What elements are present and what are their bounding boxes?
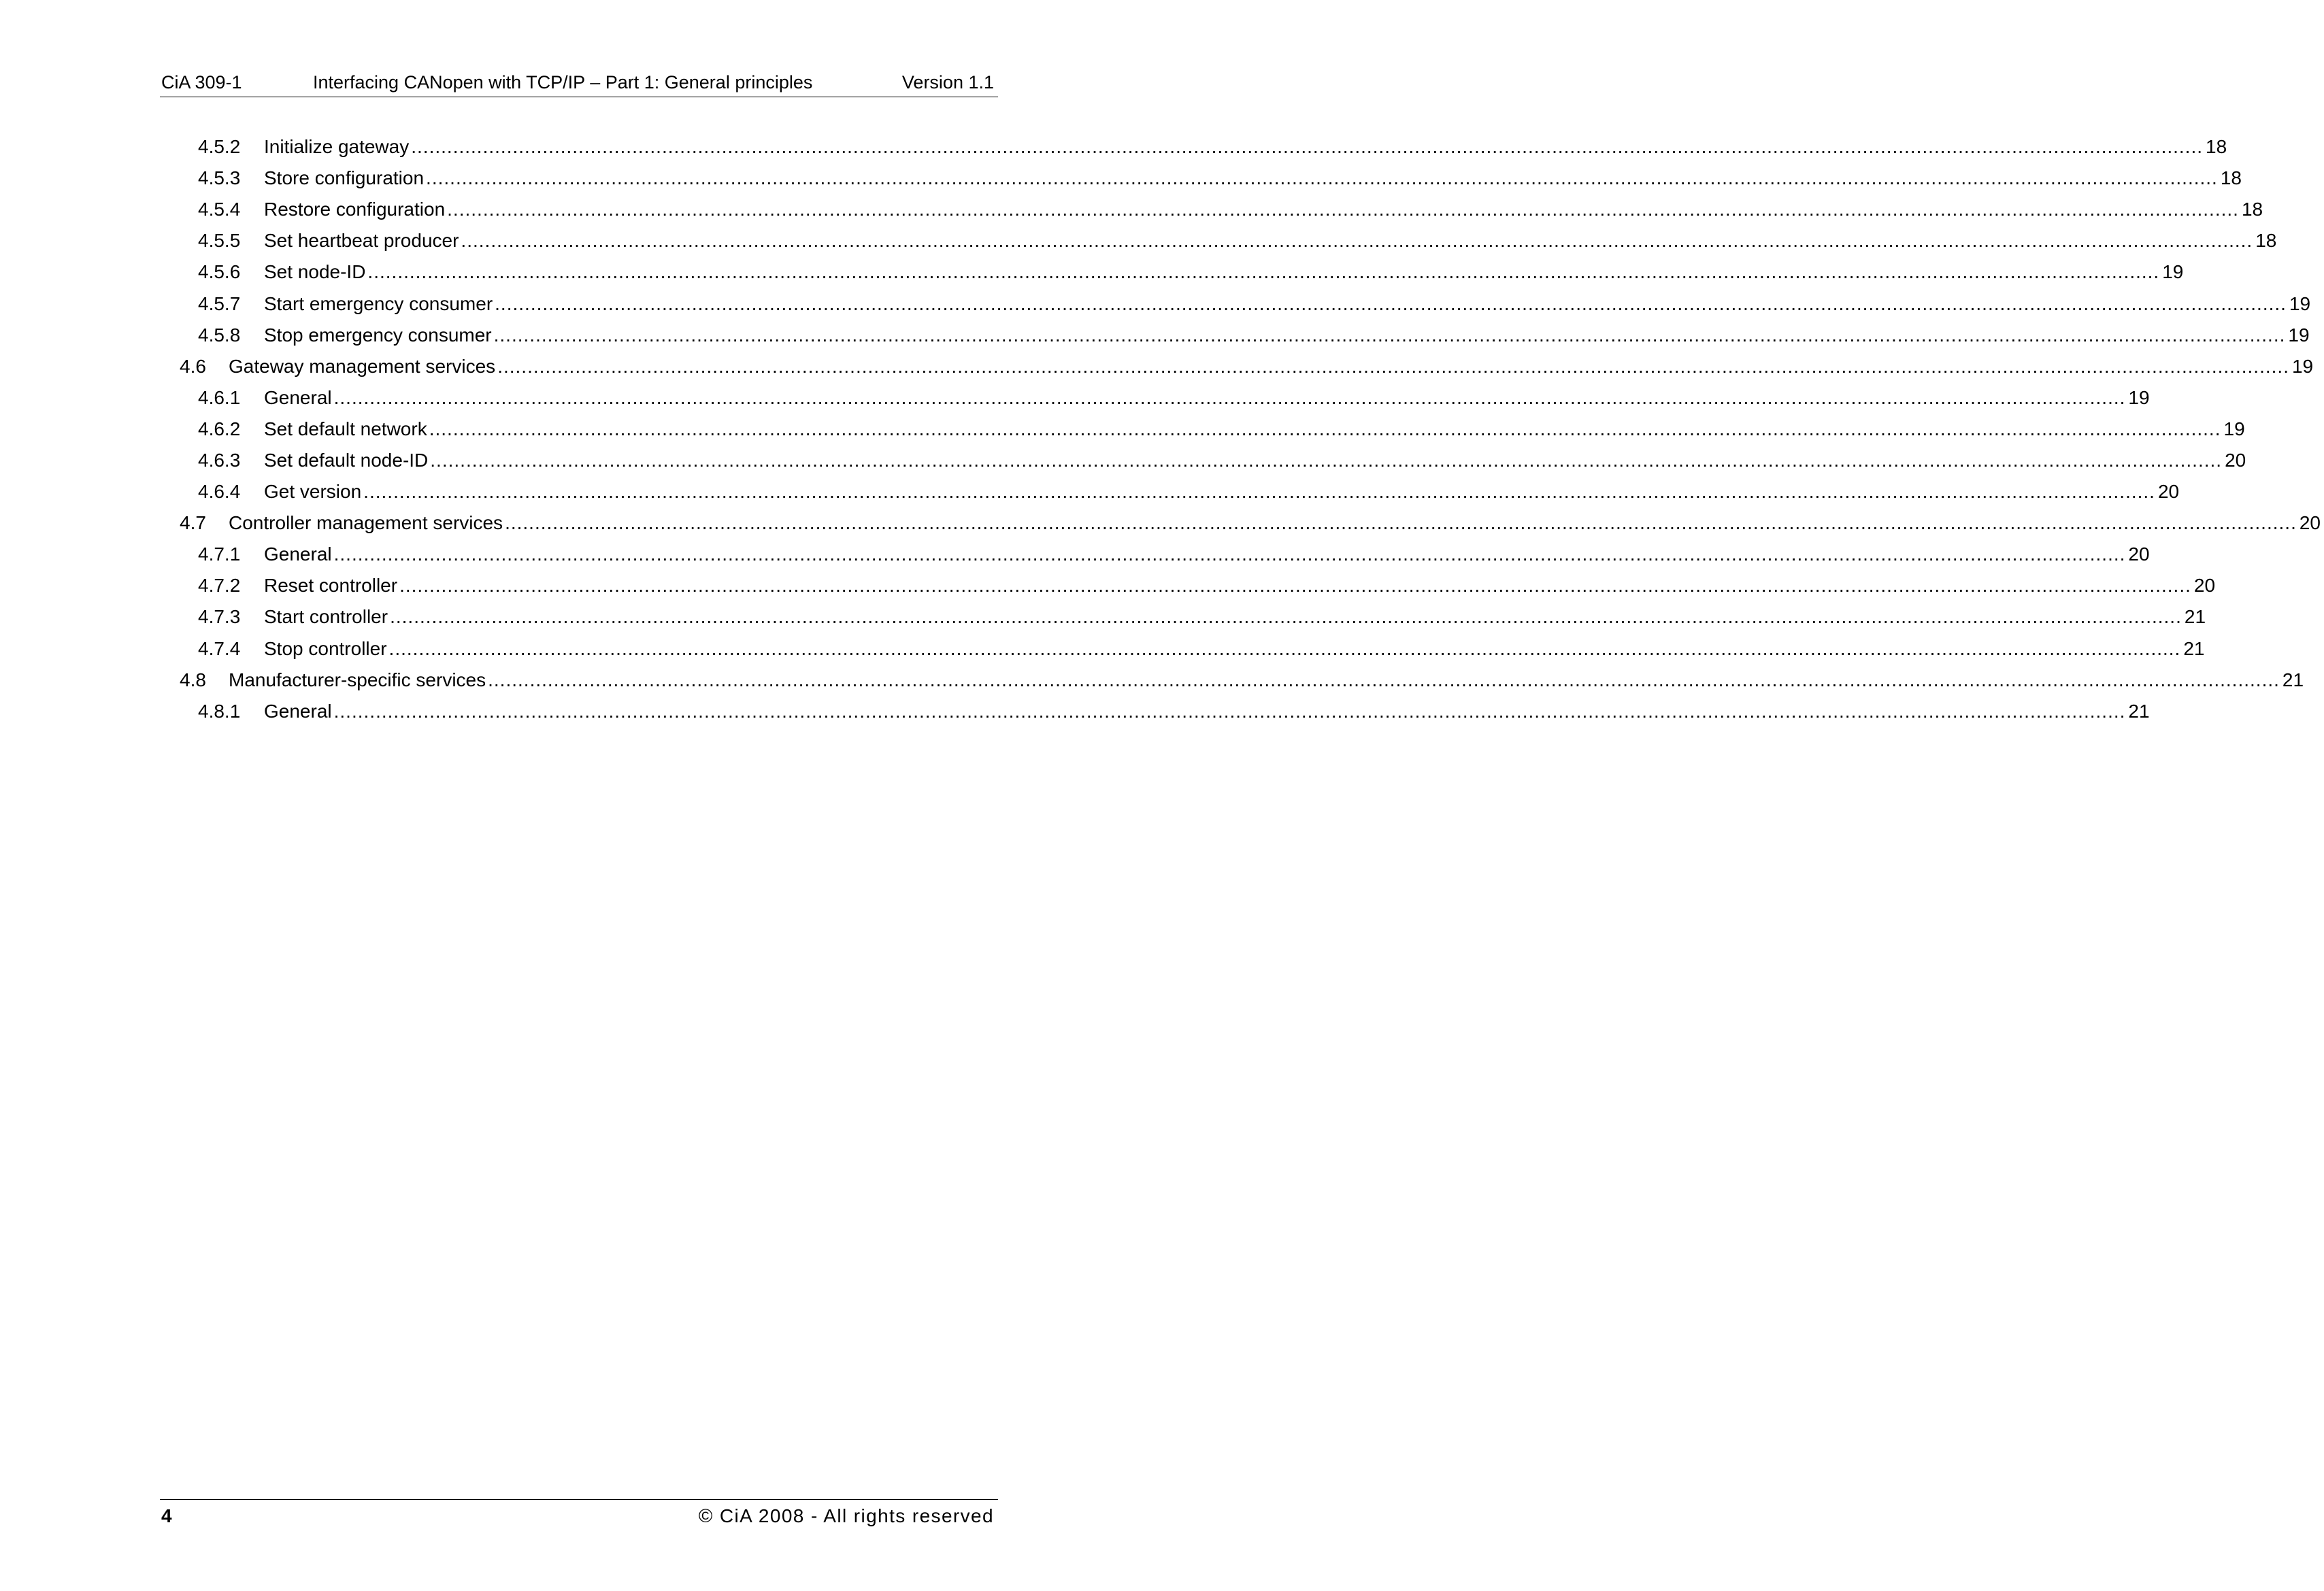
toc-subsection-entry[interactable]: [160, 288, 2311, 319]
toc-section-entry[interactable]: [160, 351, 2314, 382]
toc-subsection-entry[interactable]: [160, 256, 2184, 288]
toc-entry-page: 21: [2128, 700, 2150, 722]
toc-dot-leader: ............................................................................................................................................................................................................................................................................................................: [495, 292, 2287, 314]
toc-dot-leader: ............................................................................................................................................................................................................................................................................................................: [411, 136, 2204, 158]
toc-entry-number: 4.5.7: [198, 292, 241, 314]
toc-entry-number: 4.5.5: [198, 230, 241, 252]
toc-entry-page: 19: [2291, 355, 2314, 377]
toc-dot-leader: ............................................................................................................................................................................................................................................................................................................: [333, 700, 2126, 722]
toc-dot-leader: ............................................................................................................................................................................................................................................................................................................: [399, 575, 2191, 597]
toc-dot-leader: ............................................................................................................................................................................................................................................................................................................: [363, 481, 2155, 503]
toc-subsection-entry[interactable]: [160, 570, 2216, 601]
toc-subsection-entry[interactable]: [160, 320, 2310, 351]
toc-entry-number: 4.5.6: [198, 261, 241, 283]
toc-entry-number: 4.5.8: [198, 324, 241, 346]
toc-entry-title: Store configuration: [264, 167, 425, 189]
toc-entry-page: 21: [2183, 637, 2205, 659]
table-of-contents: [160, 131, 2321, 727]
toc-subsection-entry[interactable]: [160, 476, 2180, 507]
toc-entry-title: Set node-ID: [264, 261, 366, 283]
toc-entry-title: Set heartbeat producer: [264, 230, 459, 252]
toc-dot-leader: ............................................................................................................................................................................................................................................................................................................: [429, 418, 2221, 439]
toc-dot-leader: ............................................................................................................................................................................................................................................................................................................: [488, 669, 2280, 690]
document-id: CiA 309-1: [161, 72, 242, 93]
toc-entry-number: 4.8: [180, 669, 206, 690]
toc-dot-leader: ............................................................................................................................................................................................................................................................................................................: [333, 543, 2126, 565]
toc-entry-number: 4.7.3: [198, 606, 241, 628]
toc-dot-leader: ............................................................................................................................................................................................................................................................................................................: [333, 386, 2126, 408]
toc-subsection-entry[interactable]: [160, 163, 2242, 194]
toc-entry-title: Start emergency consumer: [264, 292, 493, 314]
toc-subsection-entry[interactable]: [160, 696, 2150, 727]
toc-entry-title: Stop emergency consumer: [264, 324, 492, 346]
toc-dot-leader: ............................................................................................................................................................................................................................................................................................................: [447, 199, 2239, 220]
toc-entry-title: General: [264, 543, 332, 565]
toc-entry-page: 20: [2225, 449, 2246, 471]
toc-entry-page: 18: [2255, 230, 2277, 252]
toc-entry-page: 19: [2288, 324, 2310, 346]
toc-entry-page: 18: [2220, 167, 2242, 189]
toc-entry-page: 19: [2128, 386, 2150, 408]
toc-dot-leader: ............................................................................................................................................................................................................................................................................................................: [367, 261, 2160, 283]
toc-dot-leader: ............................................................................................................................................................................................................................................................................................................: [426, 167, 2218, 189]
toc-entry-page: 18: [2206, 136, 2227, 158]
toc-entry-page: 21: [2282, 669, 2304, 690]
toc-subsection-entry[interactable]: [160, 539, 2150, 570]
toc-entry-page: 20: [2128, 543, 2150, 565]
toc-entry-page: 19: [2162, 261, 2184, 283]
toc-entry-number: 4.5.3: [198, 167, 241, 189]
toc-entry-title: General: [264, 386, 332, 408]
toc-subsection-entry[interactable]: [160, 382, 2150, 414]
toc-entry-title: Controller management services: [229, 512, 503, 534]
toc-entry-title: Manufacturer-specific services: [229, 669, 486, 690]
toc-subsection-entry[interactable]: [160, 601, 2206, 633]
toc-entry-number: 4.7.1: [198, 543, 241, 565]
toc-subsection-entry[interactable]: [160, 414, 2245, 445]
toc-dot-leader: ............................................................................................................................................................................................................................................................................................................: [430, 449, 2223, 471]
toc-section-entry[interactable]: [160, 507, 2321, 539]
toc-subsection-entry[interactable]: [160, 445, 2246, 476]
toc-entry-title: Initialize gateway: [264, 136, 410, 158]
toc-entry-title: Start controller: [264, 606, 388, 628]
toc-entry-page: 19: [2223, 418, 2245, 439]
toc-entry-title: Set default node-ID: [264, 449, 429, 471]
toc-entry-number: 4.5.2: [198, 136, 241, 158]
toc-entry-number: 4.7.2: [198, 575, 241, 597]
page-header: [160, 69, 998, 97]
toc-dot-leader: ............................................................................................................................................................................................................................................................................................................: [505, 512, 2297, 534]
page-footer: [160, 1499, 998, 1534]
toc-dot-leader: ............................................................................................................................................................................................................................................................................................................: [461, 230, 2253, 252]
toc-entry-title: Reset controller: [264, 575, 398, 597]
toc-dot-leader: ............................................................................................................................................................................................................................................................................................................: [390, 606, 2182, 628]
toc-subsection-entry[interactable]: [160, 194, 2263, 225]
toc-entry-page: 20: [2193, 575, 2216, 597]
toc-entry-page: 20: [2157, 481, 2180, 503]
toc-entry-number: 4.6.1: [198, 386, 241, 408]
toc-entry-title: Stop controller: [264, 637, 387, 659]
document-title: Interfacing CANopen with TCP/IP – Part 1: General principles: [313, 72, 813, 93]
toc-entry-number: 4.6.4: [198, 481, 241, 503]
toc-entry-page: 19: [2289, 292, 2311, 314]
toc-subsection-entry[interactable]: [160, 131, 2227, 163]
toc-entry-title: Get version: [264, 481, 362, 503]
page-number: 4: [161, 1505, 172, 1526]
toc-entry-number: 4.6.3: [198, 449, 241, 471]
toc-entry-title: Restore configuration: [264, 199, 446, 220]
toc-subsection-entry[interactable]: [160, 225, 2277, 256]
toc-entry-number: 4.7.4: [198, 637, 241, 659]
toc-dot-leader: ............................................................................................................................................................................................................................................................................................................: [388, 637, 2181, 659]
toc-entry-title: Set default network: [264, 418, 427, 439]
toc-entry-title: General: [264, 700, 332, 722]
toc-dot-leader: ............................................................................................................................................................................................................................................................................................................: [493, 324, 2286, 346]
toc-entry-number: 4.8.1: [198, 700, 241, 722]
toc-section-entry[interactable]: [160, 665, 2304, 696]
document-version: Version 1.1: [901, 72, 994, 93]
toc-entry-number: 4.6: [180, 355, 206, 377]
toc-dot-leader: ............................................................................................................................................................................................................................................................................................................: [497, 355, 2289, 377]
toc-entry-page: 21: [2184, 606, 2206, 628]
toc-entry-page: 20: [2299, 512, 2321, 534]
toc-entry-page: 18: [2241, 199, 2263, 220]
toc-entry-number: 4.5.4: [198, 199, 241, 220]
toc-subsection-entry[interactable]: [160, 633, 2205, 665]
copyright-notice: © CiA 2008 - All rights reserved: [698, 1505, 994, 1526]
toc-entry-number: 4.7: [180, 512, 206, 534]
toc-entry-title: Gateway management services: [229, 355, 496, 377]
toc-entry-number: 4.6.2: [198, 418, 241, 439]
